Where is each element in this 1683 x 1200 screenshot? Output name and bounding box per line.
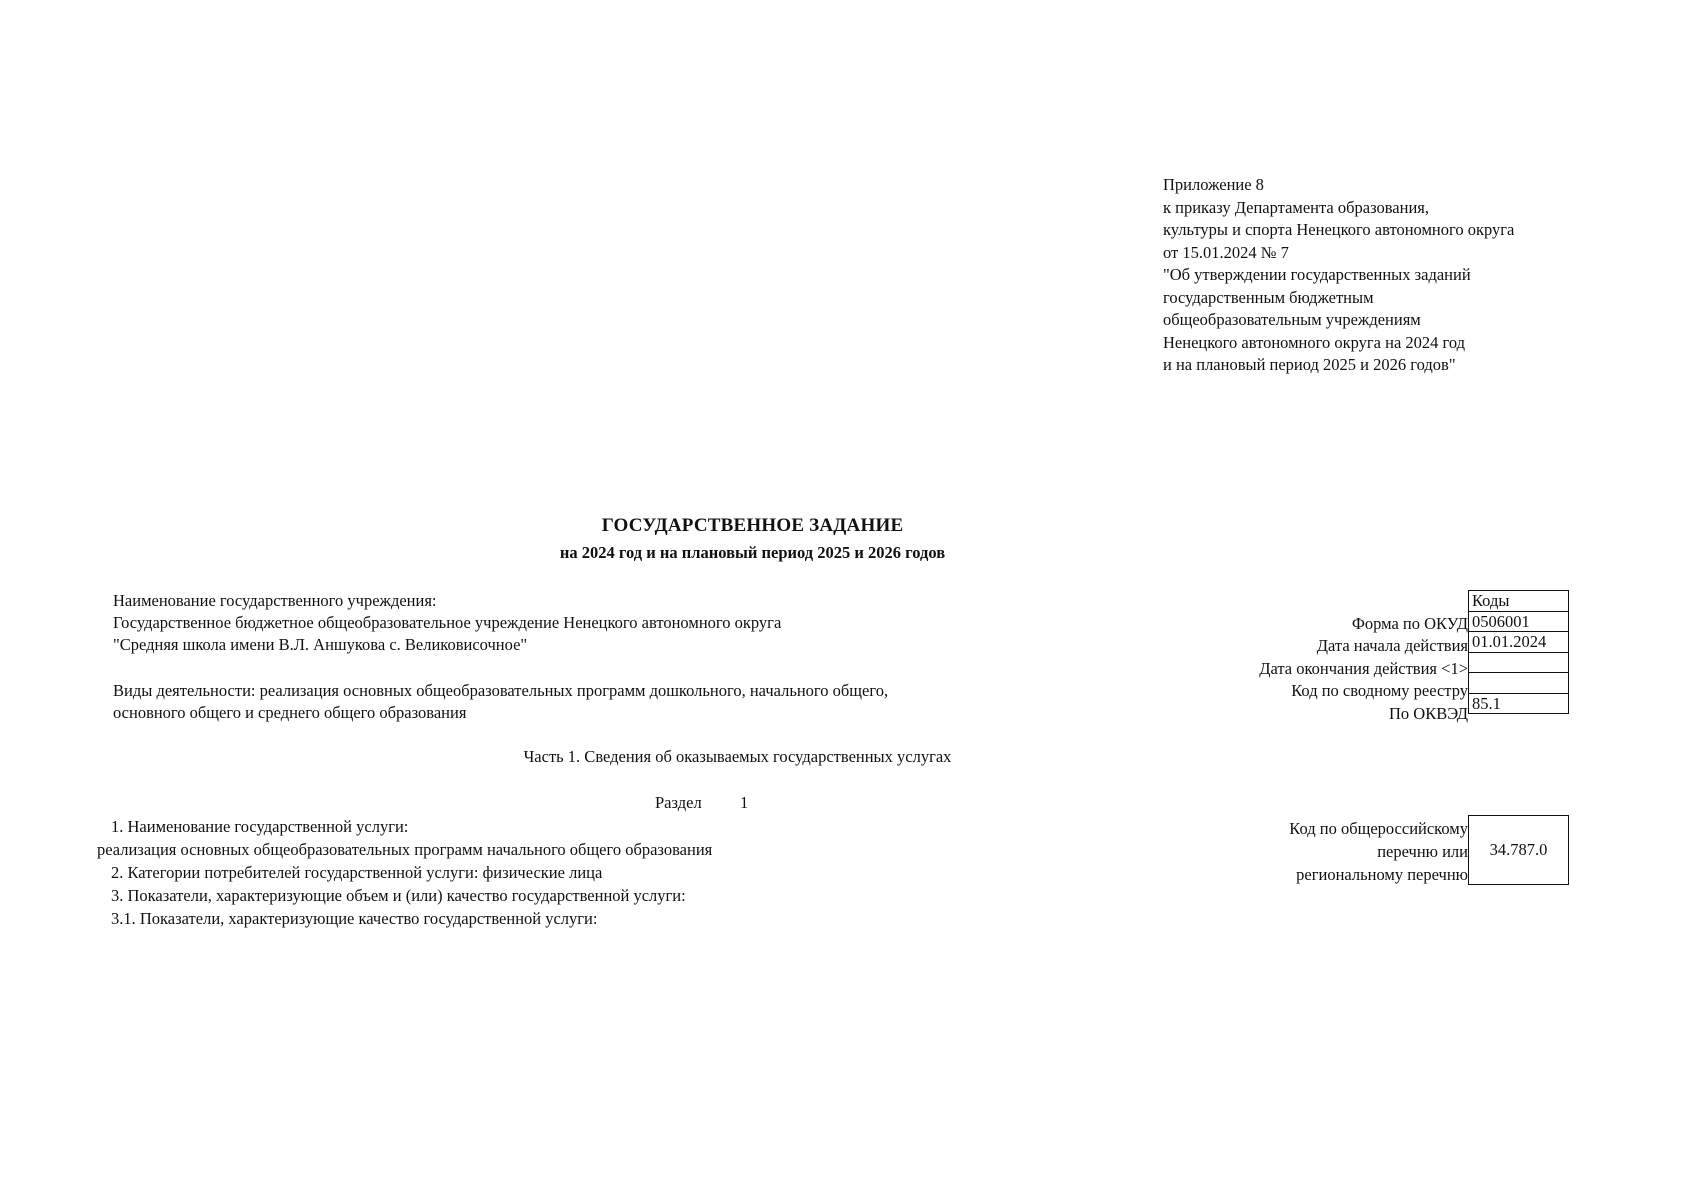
codes-table: [1468, 590, 1569, 714]
code-label-end-date: Дата окончания действия <1>: [1259, 658, 1468, 678]
service-name: реализация основных общеобразовательных программ начального общего образования: [97, 840, 713, 859]
institution-name-line2: "Средняя школа имени В.Л. Аншукова с. Великовисочное": [113, 635, 528, 654]
section-label: Раздел: [655, 793, 702, 812]
appendix-line: культуры и спорта Ненецкого автономного округа: [1163, 220, 1515, 239]
appendix-line: от 15.01.2024 № 7: [1163, 242, 1289, 262]
indicators-line: 3. Показатели, характеризующие объем и (или) качество государственной услуги:: [111, 886, 686, 905]
institution-label: Наименование государственного учреждения:: [113, 591, 437, 610]
code-value-registry: [1469, 673, 1569, 694]
service-code-label-line: региональному перечню: [1296, 865, 1468, 884]
codes-header: Коды: [1469, 591, 1569, 612]
code-value-okud: 0506001: [1469, 611, 1569, 632]
code-label-registry: Код по сводному реестру: [1291, 681, 1468, 700]
activities-line1: Виды деятельности: реализация основных общеобразовательных программ дошкольного, начального общего,: [113, 681, 889, 700]
appendix-line: Приложение 8: [1163, 175, 1264, 194]
code-value-okved: 85.1: [1469, 693, 1569, 714]
code-label-okved: По ОКВЭД: [1389, 703, 1468, 723]
service-code-value: 34.787.0: [1489, 840, 1548, 859]
appendix-line: общеобразовательным учреждениям: [1163, 310, 1421, 329]
document-title: ГОСУДАРСТВЕННОЕ ЗАДАНИЕ: [601, 515, 904, 536]
appendix-line: к приказу Департамента образования,: [1163, 197, 1430, 217]
code-value-start-date: 01.01.2024: [1469, 632, 1569, 653]
document-subtitle: на 2024 год и на плановый период 2025 и 2026 годов: [559, 543, 946, 562]
section-number: 1: [739, 793, 749, 812]
section-heading: [655, 792, 748, 815]
code-label-start-date: Дата начала действия: [1316, 636, 1468, 655]
appendix-block: [1163, 174, 1514, 377]
appendix-line: и на плановый период 2025 и 2026 годов": [1163, 355, 1456, 374]
activities-line2: основного общего и среднего общего образования: [113, 703, 467, 722]
codes-labels: [1100, 590, 1468, 725]
appendix-line: "Об утверждении государственных заданий: [1163, 265, 1471, 284]
institution-name-line1: Государственное бюджетное общеобразовательное учреждение Ненецкого автономного округа: [113, 613, 782, 632]
code-value-end-date: [1469, 652, 1569, 673]
codes-header-spacer: [1100, 590, 1468, 613]
appendix-line: государственным бюджетным: [1163, 287, 1374, 307]
appendix-line: Ненецкого автономного округа на 2024 год: [1163, 332, 1466, 352]
service-code-label-line: перечню или: [1377, 842, 1468, 861]
service-code-label-line: Код по общероссийскому: [1289, 819, 1468, 838]
service-code-box: [1468, 815, 1569, 885]
code-label-okud: Форма по ОКУД: [1351, 613, 1468, 633]
quality-indicators-line: 3.1. Показатели, характеризующие качество государственной услуги:: [111, 909, 598, 928]
service-code-labels: [1180, 817, 1468, 886]
consumers-line: 2. Категории потребителей государственной услуги: физические лица: [111, 863, 603, 882]
part1-heading: Часть 1. Сведения об оказываемых государственных услугах: [523, 747, 952, 766]
service-name-label: 1. Наименование государственной услуги:: [111, 817, 409, 836]
